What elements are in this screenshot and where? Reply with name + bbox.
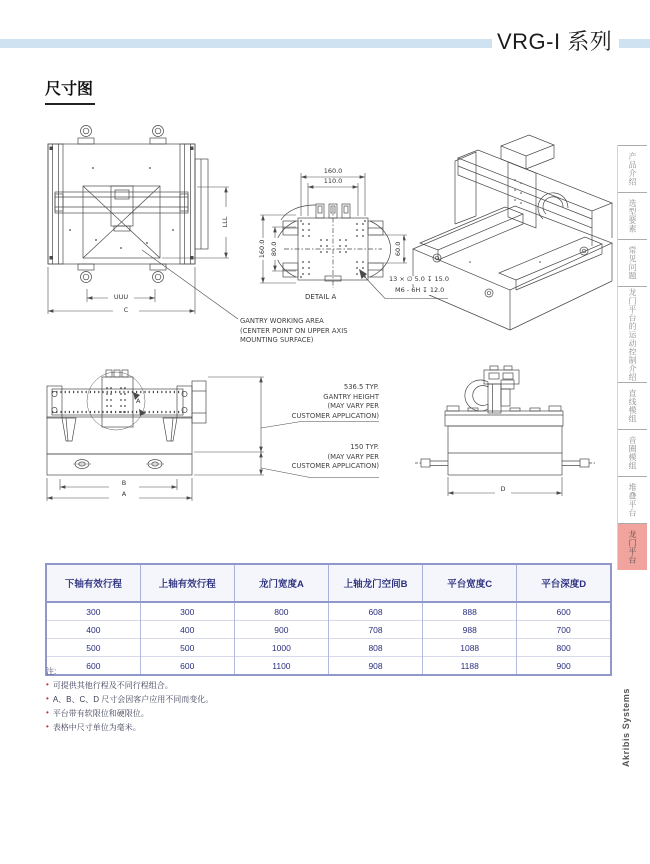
dim-label-60: 60.0 (395, 238, 403, 260)
table-cell: 400 (140, 621, 234, 639)
dim-label-110: 110.0 (318, 178, 348, 186)
dim-label-b: B (109, 480, 139, 488)
tab-linear-module[interactable]: 直线模组 (618, 382, 647, 429)
note-item (46, 680, 213, 691)
table-header-cell: 上轴有效行程 (140, 564, 234, 602)
table-cell: 1100 (234, 657, 328, 676)
table-row (46, 602, 611, 621)
table-cell: 400 (46, 621, 140, 639)
table-cell: 700 (517, 621, 611, 639)
note-text: 表格中尺寸单位为毫米。 (52, 723, 141, 732)
dim-label-lll: LLL (222, 207, 230, 237)
front-view-drawing (47, 370, 206, 475)
tab-gantry-stage[interactable]: 龙门平台 (618, 523, 647, 570)
dim-label-a: A (109, 491, 139, 499)
table-cell: 300 (140, 602, 234, 621)
isometric-view-drawing (413, 135, 612, 330)
table-cell: 988 (423, 621, 517, 639)
note-item (46, 722, 213, 733)
dim-label-d: D (495, 486, 511, 494)
dim-label-160-left: 160.0 (258, 239, 267, 259)
table-header-cell: 平台深度D (517, 564, 611, 602)
notes-block (46, 666, 213, 733)
table-cell: 500 (140, 639, 234, 657)
working-area-note: GANTRY WORKING AREA (CENTER POINT ON UPPER AXIS MOUNTING SURFACE) (240, 317, 348, 344)
note-text: A、B、C、D 尺寸会因客户应用不同而变化。 (52, 695, 214, 704)
section-tab-strip (617, 145, 647, 570)
top-view-drawing (48, 126, 208, 283)
base-height-note: 150 TYP. (MAY VARY PER CUSTOMER APPLICATION) (291, 443, 379, 470)
table-cell: 608 (328, 602, 422, 621)
page-title: VRG-I 系列 (497, 29, 613, 54)
table-cell: 900 (517, 657, 611, 676)
table-cell: 708 (328, 621, 422, 639)
table-cell: 808 (328, 639, 422, 657)
hole-callout-line2: M6 - 6H ↧ 12.0 (395, 286, 445, 294)
side-view-drawing (415, 366, 595, 475)
table-header-cell: 龙门宽度A (234, 564, 328, 602)
table-cell: 600 (517, 602, 611, 621)
tab-faq[interactable]: 常见问题 (618, 239, 647, 286)
note-text: 平台带有软限位和硬限位。 (52, 709, 149, 718)
table-cell: 1000 (234, 639, 328, 657)
bullet-icon: • (46, 694, 49, 703)
gantry-height-note: 536.5 TYP. GANTRY HEIGHT (MAY VARY PER CUSTOMER APPLICATION) (291, 383, 379, 420)
tab-product-intro[interactable]: 产品介绍 (618, 145, 647, 192)
table-cell: 908 (328, 657, 422, 676)
table-header-cell: 上轴龙门空间B (328, 564, 422, 602)
table-header-row (46, 564, 611, 602)
tab-voice-coil-module[interactable]: 音圈模组 (618, 429, 647, 476)
table-cell: 888 (423, 602, 517, 621)
section-title: 尺寸图 (45, 76, 95, 105)
detail-a-title: DETAIL A (305, 293, 337, 301)
tab-selection-factors[interactable]: 选型要素 (618, 192, 647, 239)
dim-label-uuu: UUU (108, 294, 134, 302)
dim-label-160-top: 160.0 (318, 168, 348, 176)
tab-stacked-stage[interactable]: 堆叠平台 (618, 476, 647, 523)
bullet-icon: • (46, 680, 49, 689)
tab-gantry-motion-control[interactable]: 龙门平台的运动控制介绍 (618, 286, 647, 382)
dim-label-c: C (113, 307, 139, 315)
table-cell: 600 (140, 657, 234, 676)
detail-marker-a: A (136, 397, 141, 405)
hole-callout-line1: 13 × ∅ 5.0 ↧ 15.0 (389, 275, 449, 283)
bullet-icon: • (46, 722, 49, 731)
table-cell: 900 (234, 621, 328, 639)
dim-label-80: 80.0 (271, 238, 279, 260)
detail-a-drawing (275, 204, 390, 288)
table-cell: 500 (46, 639, 140, 657)
notes-label: 注: (46, 667, 57, 676)
table-row (46, 621, 611, 639)
table-cell: 1088 (423, 639, 517, 657)
table-header-cell: 平台宽度C (423, 564, 517, 602)
brand-name: Akribis Systems (621, 688, 631, 768)
table-cell: 300 (46, 602, 140, 621)
note-item (46, 694, 213, 705)
note-item (46, 708, 213, 719)
table-cell: 600 (46, 657, 140, 676)
bullet-icon: • (46, 708, 49, 717)
table-cell: 800 (517, 639, 611, 657)
table-cell: 800 (234, 602, 328, 621)
table-header-cell: 下轴有效行程 (46, 564, 140, 602)
table-cell: 1188 (423, 657, 517, 676)
table-row (46, 639, 611, 657)
note-text: 可提供其他行程及不同行程组合。 (52, 681, 173, 690)
dimensions-table (45, 563, 612, 676)
